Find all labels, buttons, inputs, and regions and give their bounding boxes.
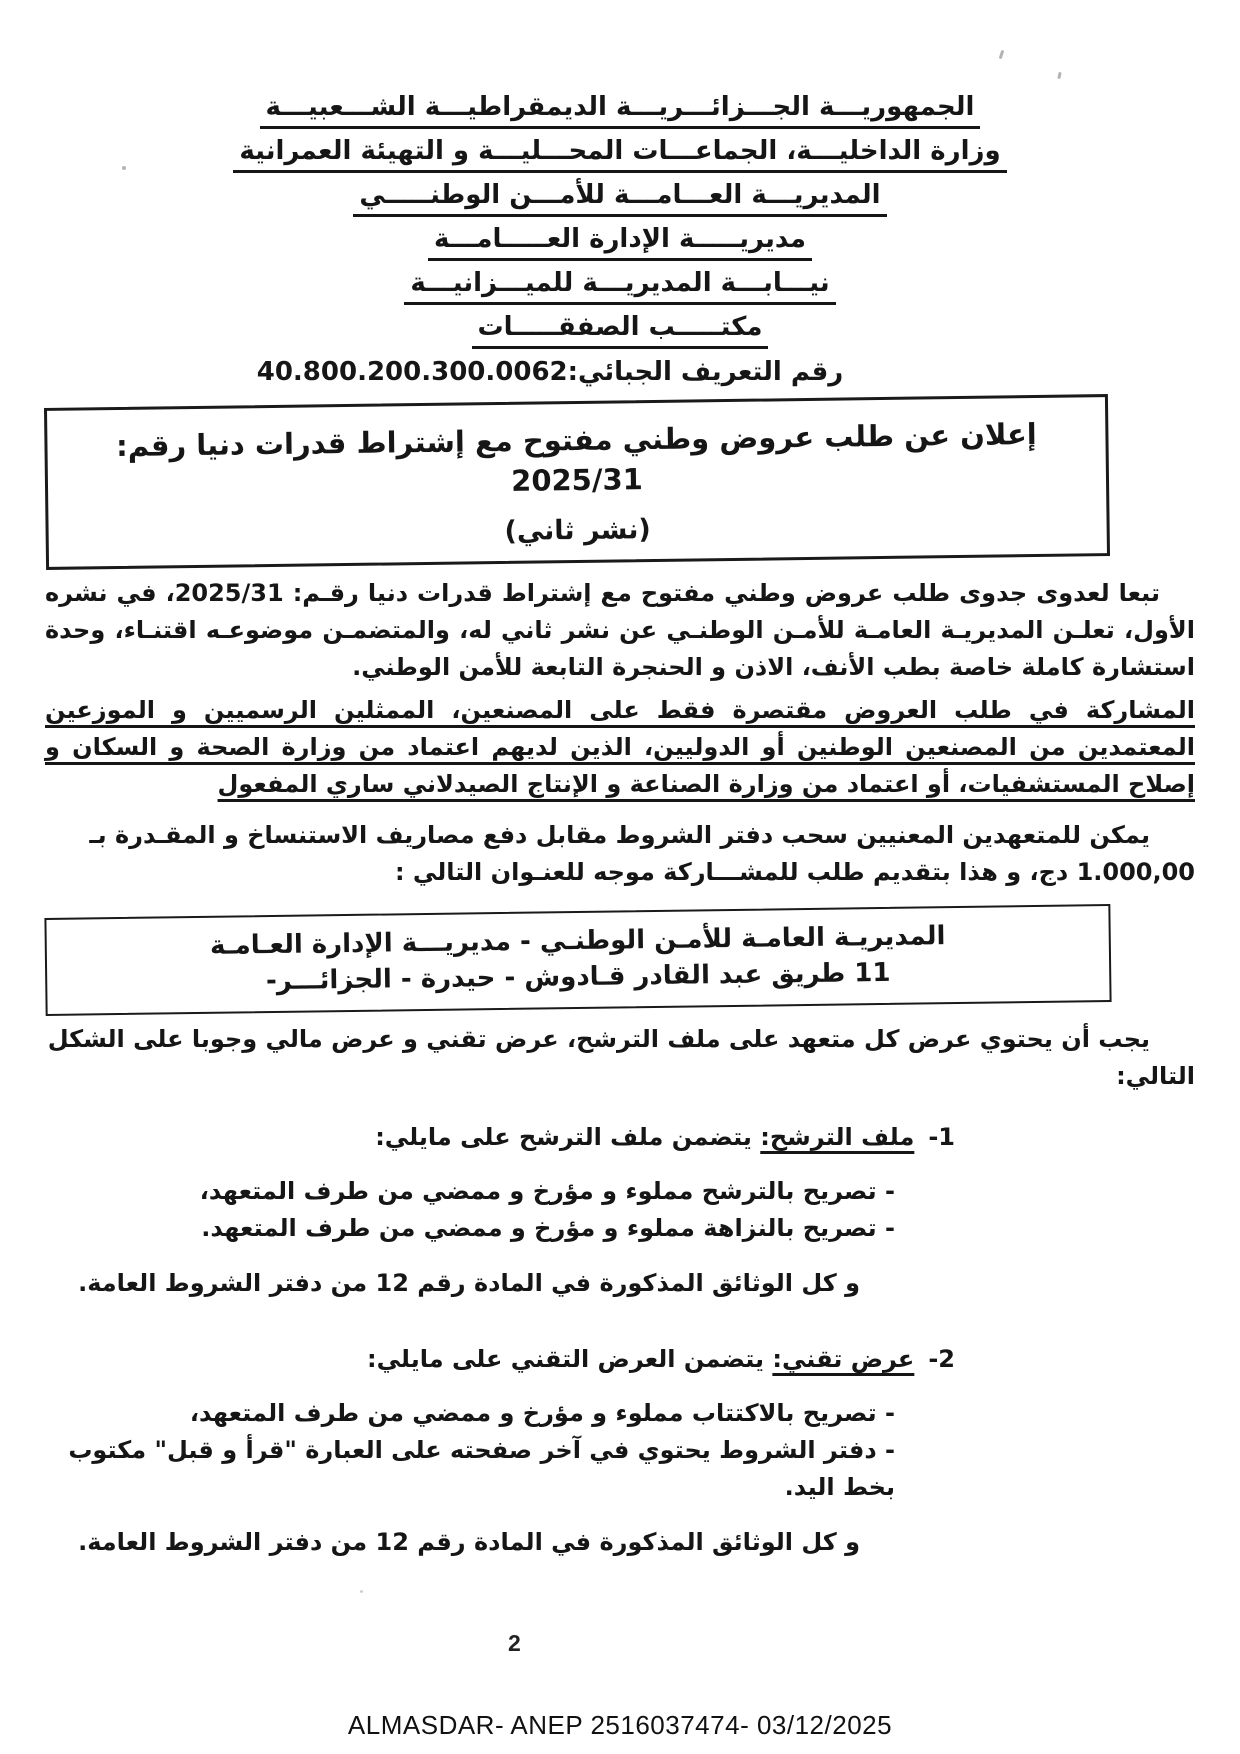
section-heading [45,1119,955,1155]
section-title: ملف الترشح: [760,1123,915,1151]
anep-imprint: ALMASDAR- ANEP 2516037474- 03/12/2025 [347,1710,893,1740]
announcement-box [44,394,1110,570]
section-items [45,1173,895,1247]
offer-structure-paragraph: يجب أن يحتوي عرض كل متعهد على ملف الترشح، عرض تقني و عرض مالي وجوبا على الشكل التالي: [47,1025,1195,1090]
section-title: عرض تقني: [772,1345,915,1373]
intro-text: تعلـن المديريـة العامـة للأمـن الوطنـي عن نشر ثاني له، والمتضمـن موضوعـه اقتنـاء، [105,616,1125,644]
fee-amount: 1.000,00 دج [1038,858,1195,886]
scan-artifact [122,166,126,170]
header-line-text: وزارة الداخليـــة، الجماعـــات المحـــليـــة و التهيئة العمرانية [233,136,1006,173]
section-number: 1- [928,1123,955,1151]
list-item: - تصريح بالترشح مملوء و مؤرخ و ممضي من طرف المتعهد، [199,1177,895,1205]
scan-artifact [360,1590,363,1593]
section-items [45,1395,895,1506]
list-item: - دفتر الشروط يحتوي في آخر صفحته على العبارة "قرأ و قبل" مكتوب بخط اليد. [68,1436,895,1501]
address-line-directorate: المديريـة العامـة للأمـن الوطنـي - مديريـــة الإدارة العـامـة [209,921,946,961]
header-line-ministry [45,136,1195,173]
header-line-text: الجمهوريـــة الجـــزائـــريـــة الديمقراطيـــة الشـــعبيـــة [260,92,981,129]
header-line-contracts-office [45,312,1195,349]
intro-paragraph [45,575,1195,686]
scan-artifact [999,50,1005,59]
section-note: و كل الوثائق المذكورة في المادة رقم 12 من دفتر الشروط العامة. [78,1269,860,1297]
header-line-general-admin [45,224,1195,261]
tender-object-text: وحدة استشارة كاملة خاصة بطب الأنف، الاذن و الحنجرة التابعة للأمن الوطني. [45,616,1195,681]
tax-id-label: رقم التعريف الجبائي: [567,357,844,387]
address-line-street: 11 طريق عبد القادر قـادوش - حيدرة - الجزائـــر- [265,957,891,997]
list-item: - تصريح بالاكتتاب مملوء و مؤرخ و ممضي من طرف المتعهد، [189,1399,895,1427]
announcement-title: إعلان عن طلب عروض وطني مفتوح مع إشتراط قدرات دنيا رقم: 2025/31 [115,416,1037,498]
first-publication-text: نشره الأول، [45,579,1195,644]
header-line-text: نيـــابـــة المديريـــة للميـــزانيـــة [404,268,835,305]
intro-text: ، في [107,579,175,607]
section-number: 2- [928,1345,955,1373]
header-line-budget-directorate [45,268,1195,305]
document-header [45,92,1195,349]
withdraw-text: يمكن للمتعهدين المعنيين سحب دفتر الشروط مقابل دفع مصاريف الاستنساخ و المقـدرة بـ [89,821,1150,849]
list-item: - تصريح بالنزاهة مملوء و مؤرخ و ممضي من طرف المتعهد. [201,1214,895,1242]
header-line-republic [45,92,1195,129]
tax-id-value: 40.800.200.300.0062 [256,357,568,387]
header-line-text: مديريـــــة الإدارة العـــــامـــة [428,224,812,261]
tender-number: 2025/31 [174,579,284,607]
section-intro: يتضمن ملف الترشح على مايلي: [375,1123,761,1151]
header-line-dgsn [45,180,1195,217]
header-line-text: مكتـــــب الصفقـــــات [472,312,769,349]
section-intro: يتضمن العرض التقني على مايلي: [367,1345,773,1373]
header-line-text: المديريـــة العـــامـــة للأمـــن الوطنـــــي [353,180,886,217]
participation-conditions-paragraph [45,692,1195,803]
address-box [44,904,1111,1016]
scan-artifact [1057,72,1061,79]
intro-text: تبعا لعدوى جدوى طلب عروض وطني مفتوح مع إشتراط قدرات دنيا رقـم: [283,579,1160,607]
tax-id-line [0,357,1125,387]
section-heading [45,1341,955,1377]
section-candidacy-file [45,1119,1195,1301]
withdraw-text: ، و هذا بتقديم طلب للمشـــاركة موجه للعنـوان التالي : [394,858,1039,886]
section-note: و كل الوثائق المذكورة في المادة رقم 12 من دفتر الشروط العامة. [78,1528,860,1556]
withdraw-terms-paragraph [45,817,1195,891]
announcement-subtitle: (نشر ثاني) [504,514,651,547]
page-number: 2 [508,1630,521,1656]
participation-conditions-text: المشاركة في طلب العروض مقتصرة فقط على المصنعين، الممثلين الرسميين و الموزعين المعتمدين من المصنعين الوطنين أو الدوليين، الذين لديهم اعتماد من وزارة الصحة و السكان و إصلاح المستشفيات، أو اعتماد من وزارة الصناعة و الإنتاج الصيدلاني ساري المفعول [45,696,1195,798]
section-technical-offer [45,1341,1195,1560]
